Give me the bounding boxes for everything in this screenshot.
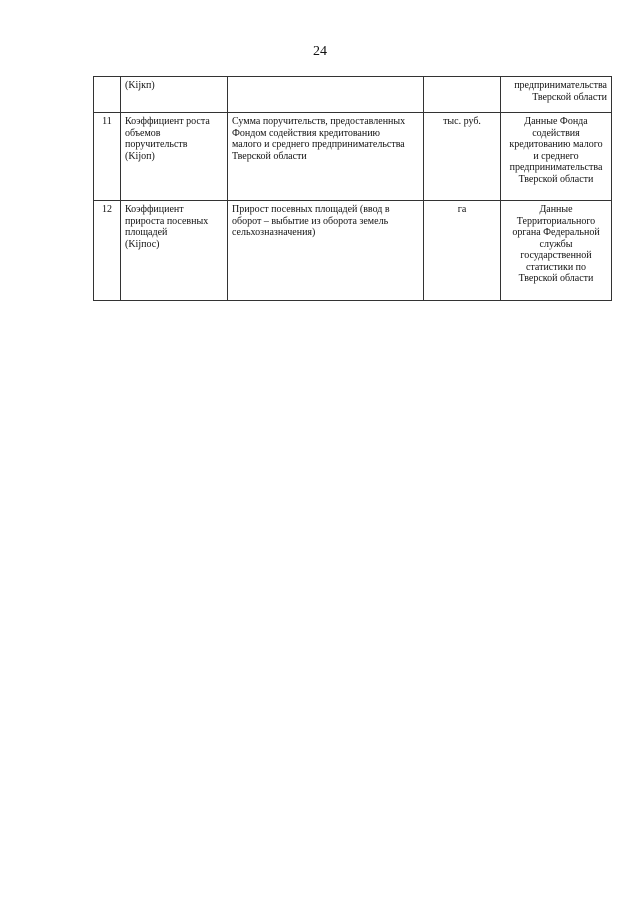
- indicator-description-cell: [228, 77, 424, 113]
- indicator-description-line: Тверской области: [232, 150, 307, 162]
- data-source-line: органа Федеральной: [512, 227, 600, 238]
- data-source-cell: [501, 77, 612, 113]
- table-row: [94, 201, 612, 301]
- indicator-name-line: (Kijпос): [125, 238, 160, 250]
- data-source-line: и среднего: [533, 150, 579, 162]
- indicator-table: [93, 76, 612, 301]
- indicator-description-cell: [228, 201, 424, 301]
- indicator-description-line: Фондом содействия кредитованию: [232, 127, 381, 139]
- indicator-description-cell: [228, 113, 424, 201]
- indicator-description-line: оборот – выбытие из оборота земель: [232, 215, 389, 227]
- indicator-name-line: прироста посевных: [125, 215, 209, 227]
- data-source-line: службы: [539, 238, 573, 250]
- data-source-line: Территориального: [516, 215, 596, 227]
- row-number-cell: [94, 77, 121, 113]
- indicator-name-line: площадей: [125, 227, 168, 238]
- data-source-cell: [501, 113, 612, 201]
- data-source-cell: [501, 201, 612, 301]
- unit-cell: га: [424, 201, 501, 301]
- indicator-description-line: Прирост посевных площадей (ввод в: [232, 204, 390, 215]
- data-source-line: кредитованию малого: [509, 139, 603, 150]
- unit-cell: тыс. руб.: [424, 113, 501, 201]
- indicator-name-cell: [121, 201, 228, 301]
- unit-cell: [424, 77, 501, 113]
- indicator-name-line: поручительств: [125, 139, 188, 150]
- data-source-line: содействия: [532, 127, 580, 139]
- indicator-name-line: (Kijкп): [125, 80, 155, 91]
- data-source-line: Данные: [539, 204, 573, 215]
- indicator-name-line: (Kijоп): [125, 150, 155, 162]
- data-source-line: государственной: [520, 250, 592, 261]
- indicator-name-cell: [121, 77, 228, 113]
- data-source-line: предпринимательства: [509, 162, 603, 173]
- data-source-line: Данные Фонда: [524, 116, 588, 127]
- data-source-line: Тверской области: [518, 173, 594, 185]
- data-source-line: предпринимательства: [514, 80, 607, 91]
- indicator-description-line: малого и среднего предпринимательства: [232, 139, 405, 150]
- indicator-name-cell: [121, 113, 228, 201]
- data-source-line: статистики по: [525, 261, 587, 273]
- row-number-cell: 12: [94, 201, 121, 301]
- data-source-line: Тверской области: [518, 273, 594, 284]
- indicator-name-line: Коэффициент роста: [125, 116, 210, 127]
- data-source-line: Тверской области: [532, 91, 607, 103]
- page-number: 24: [313, 44, 327, 59]
- indicator-description-line: сельхозназначения): [232, 227, 316, 238]
- table-row: [94, 77, 612, 113]
- indicator-name-line: объемов: [125, 127, 161, 139]
- table-row: [94, 113, 612, 201]
- row-number-cell: 11: [94, 113, 121, 201]
- indicator-name-line: Коэффициент: [125, 204, 184, 215]
- indicator-description-line: Сумма поручительств, предоставленных: [232, 116, 406, 127]
